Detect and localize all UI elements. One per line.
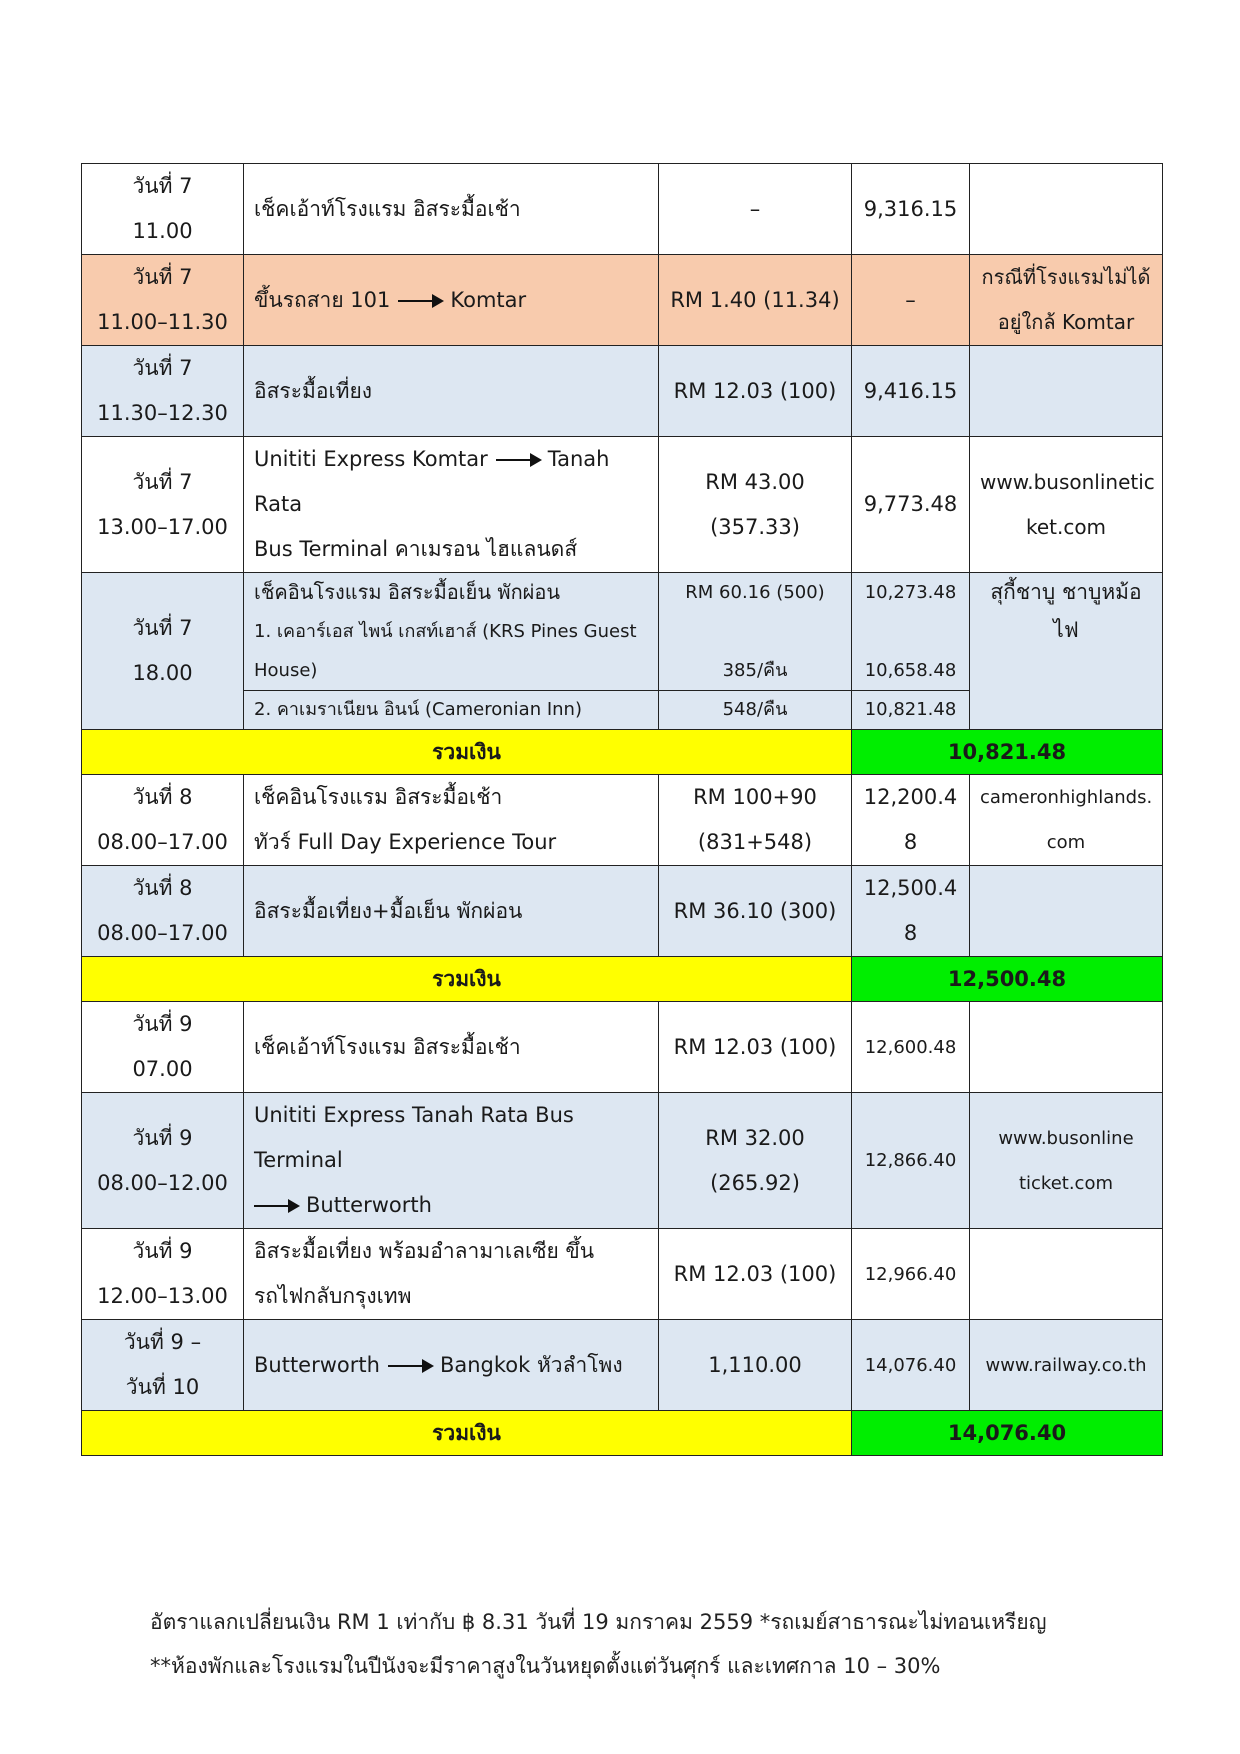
total-cell: 14,076.40 (852, 1320, 970, 1411)
cost-cell: 1,110.00 (659, 1320, 852, 1411)
arrow-icon (388, 1365, 432, 1367)
cost-cell: RM 12.03 (100) (659, 1229, 852, 1320)
activity-cell: อิสระมื้อเที่ยง+มื้อเย็น พักผ่อน (244, 866, 659, 957)
day-cell: วันที่ 8 08.00–17.00 (82, 775, 244, 866)
cost-cell: RM 36.10 (300) (659, 866, 852, 957)
activity-cell: 2. คาเมราเนียน อินน์ (Cameronian Inn) (244, 691, 659, 730)
table-row (82, 164, 1163, 255)
table-row (82, 1229, 1163, 1320)
itinerary-table (81, 163, 1163, 1456)
total-cell: – (852, 255, 970, 346)
sum-label: รวมเงิน (82, 957, 852, 1002)
table-row (82, 1002, 1163, 1093)
note-cell (970, 346, 1163, 437)
cost-cell: 548/คืน (659, 691, 852, 730)
total-cell: 12,866.40 (852, 1093, 970, 1229)
sum-row (82, 1411, 1163, 1456)
arrow-icon (398, 300, 442, 302)
sum-value: 10,821.48 (852, 730, 1163, 775)
activity-cell: อิสระมื้อเที่ยง (244, 346, 659, 437)
total-cell: 10,821.48 (852, 691, 970, 730)
activity-cell: Unititi Express Tanah Rata Bus Terminal Butterworth (244, 1093, 659, 1229)
arrow-icon (496, 459, 540, 461)
activity-cell: เช็คเอ้าท์โรงแรม อิสระมื้อเช้า (244, 164, 659, 255)
cost-cell: RM 100+90 (831+548) (659, 775, 852, 866)
cost-cell: RM 12.03 (100) (659, 1002, 852, 1093)
footer-notes (150, 1600, 1047, 1688)
day-cell: วันที่ 7 11.00 (82, 164, 244, 255)
total-cell: 12,600.48 (852, 1002, 970, 1093)
note-cell: www.busonline ticket.com (970, 1093, 1163, 1229)
day-cell: วันที่ 9 12.00–13.00 (82, 1229, 244, 1320)
activity-cell: เช็คเอ้าท์โรงแรม อิสระมื้อเช้า (244, 1002, 659, 1093)
table-row (82, 775, 1163, 866)
note-cell (970, 1002, 1163, 1093)
day-cell: วันที่ 9 07.00 (82, 1002, 244, 1093)
cost-cell: RM 32.00 (265.92) (659, 1093, 852, 1229)
note-cell (970, 866, 1163, 957)
day-cell: วันที่ 9 08.00–12.00 (82, 1093, 244, 1229)
sum-row (82, 730, 1163, 775)
cost-cell: RM 43.00 (357.33) (659, 437, 852, 573)
total-cell: 9,316.15 (852, 164, 970, 255)
day-cell: วันที่ 8 08.00–17.00 (82, 866, 244, 957)
arrow-icon (254, 1205, 298, 1207)
table-row (82, 866, 1163, 957)
note-cell (970, 164, 1163, 255)
table-row (82, 1093, 1163, 1229)
total-cell: 9,773.48 (852, 437, 970, 573)
sum-label: รวมเงิน (82, 1411, 852, 1456)
note-cell: cameronhighlands. com (970, 775, 1163, 866)
total-cell: 10,273.48 10,658.48 (852, 573, 970, 691)
sum-value: 12,500.48 (852, 957, 1163, 1002)
day-cell: วันที่ 7 11.00–11.30 (82, 255, 244, 346)
sum-value: 14,076.40 (852, 1411, 1163, 1456)
day-cell: วันที่ 7 11.30–12.30 (82, 346, 244, 437)
day-cell: วันที่ 7 18.00 (82, 573, 244, 730)
table-row (82, 573, 1163, 691)
note-cell (970, 1229, 1163, 1320)
table-row (82, 346, 1163, 437)
note-cell: กรณีที่โรงแรมไม่ได้ อยู่ใกล้ Komtar (970, 255, 1163, 346)
hotel-price-note: **ห้องพักและโรงแรมในปีนังจะมีราคาสูงในวันหยุดตั้งแต่วันศุกร์ และเทศกาล 10 – 30% (150, 1654, 941, 1678)
activity-cell: ขึ้นรถสาย 101 Komtar (244, 255, 659, 346)
sum-row (82, 957, 1163, 1002)
activity-cell: เช็คอินโรงแรม อิสระมื้อเย็น พักผ่อน 1. เคอาร์เอส ไพน์ เกสท์เฮาส์ (KRS Pines Guest House) (244, 573, 659, 691)
activity-cell: เช็คอินโรงแรม อิสระมื้อเช้า ทัวร์ Full Day Experience Tour (244, 775, 659, 866)
cost-cell: RM 1.40 (11.34) (659, 255, 852, 346)
total-cell: 12,500.4 8 (852, 866, 970, 957)
sum-label: รวมเงิน (82, 730, 852, 775)
activity-cell: อิสระมื้อเที่ยง พร้อมอำลามาเลเซีย ขึ้น รถไฟกลับกรุงเทพ (244, 1229, 659, 1320)
table-row (82, 255, 1163, 346)
note-cell: www.railway.co.th (970, 1320, 1163, 1411)
total-cell: 12,200.4 8 (852, 775, 970, 866)
note-cell: สุกี้ชาบู ชาบูหม้อไฟ (970, 573, 1163, 730)
cost-cell: RM 60.16 (500) 385/คืน (659, 573, 852, 691)
day-cell: วันที่ 9 – วันที่ 10 (82, 1320, 244, 1411)
table-row (82, 437, 1163, 573)
total-cell: 9,416.15 (852, 346, 970, 437)
activity-cell: Unititi Express Komtar Tanah Rata Bus Terminal คาเมรอน ไฮแลนดส์ (244, 437, 659, 573)
activity-cell: Butterworth Bangkok หัวลำโพง (244, 1320, 659, 1411)
cost-cell: RM 12.03 (100) (659, 346, 852, 437)
total-cell: 12,966.40 (852, 1229, 970, 1320)
exchange-rate-note: อัตราแลกเปลี่ยนเงิน RM 1 เท่ากับ ฿ 8.31 วันที่ 19 มกราคม 2559 *รถเมย์สาธารณะไม่ทอนเหรียญ (150, 1610, 1047, 1634)
note-cell: www.busonlinetic ket.com (970, 437, 1163, 573)
table-row (82, 1320, 1163, 1411)
day-cell: วันที่ 7 13.00–17.00 (82, 437, 244, 573)
cost-cell: – (659, 164, 852, 255)
